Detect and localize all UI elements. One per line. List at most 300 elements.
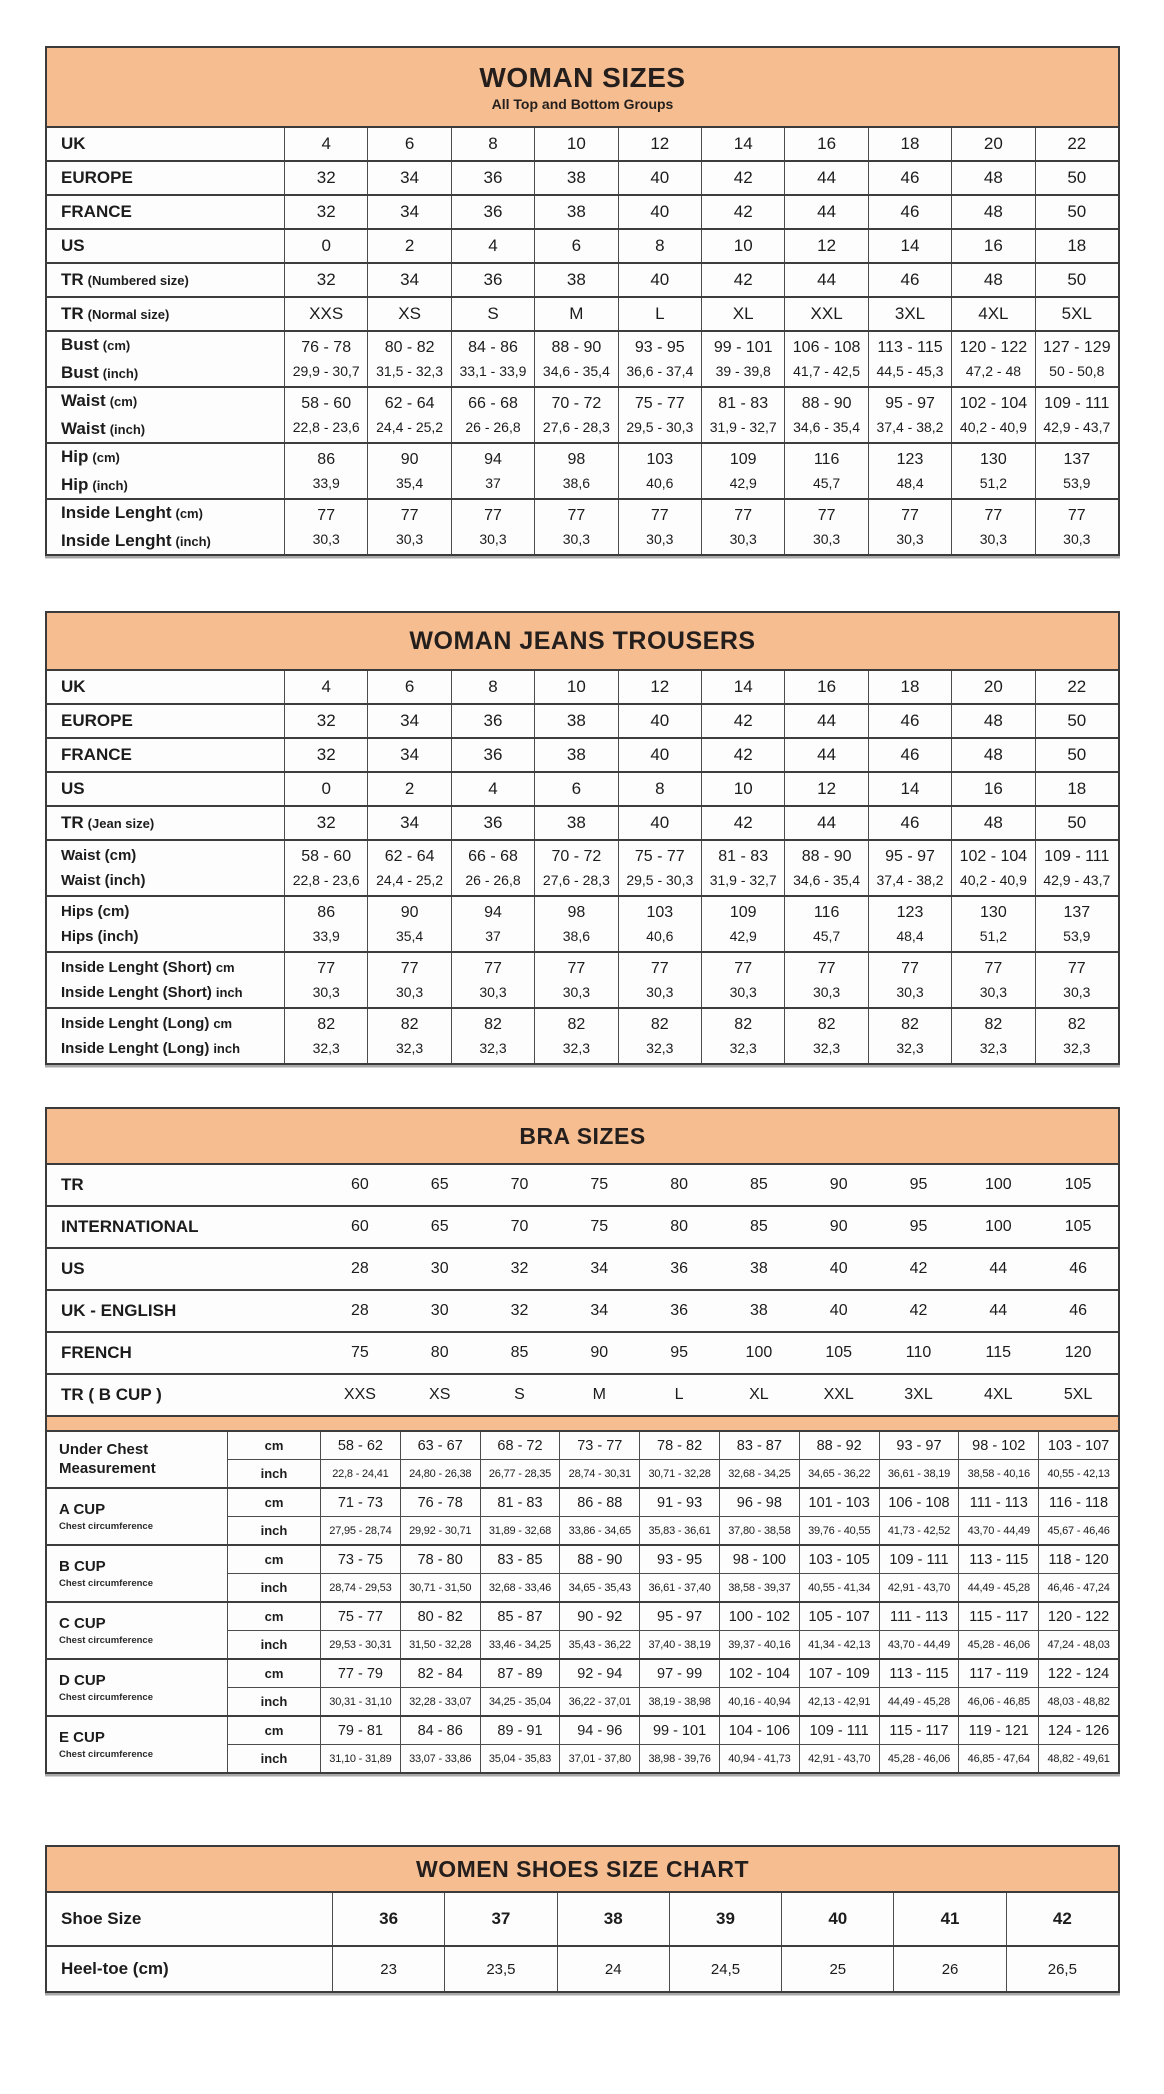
pair-cell [284,500,367,554]
measure-cell: 109 - 111 [879,1546,959,1573]
row-label-text: US [61,1259,85,1278]
value-bottom: 48,4 [896,928,924,944]
row-label-text: TR [61,1175,84,1194]
size-cell: 0 [284,773,367,805]
measure-cell: 104 - 106 [719,1717,799,1744]
measure-cell: 26,77 - 28,35 [480,1460,560,1487]
bra-cell: 70 [510,1176,529,1193]
pair-cell [618,841,701,895]
value-top: 77 [984,960,1003,977]
measure-cell: 89 - 91 [480,1717,560,1744]
measure-cell: 111 - 113 [879,1603,959,1630]
row-label-text: Hip [61,475,89,494]
row-label-text: TR [61,270,84,289]
value-top: 77 [650,960,669,977]
value-top: 88 - 90 [551,339,602,356]
value-bottom: 34,6 - 35,4 [793,419,861,435]
measure-cell: 22,8 - 24,41 [320,1460,400,1487]
size-cell: 40 [618,807,701,839]
size-cell: 16 [951,773,1034,805]
measure-cell: 106 - 108 [879,1489,959,1516]
row-label [47,444,284,498]
value-top: 113 - 115 [877,339,943,356]
value-bottom: 30,3 [479,984,507,1000]
pair-cell [618,332,701,386]
pair-cell [534,388,617,442]
table-title: WOMAN JEANS TROUSERS [409,626,756,655]
bra-cell: 30 [430,1260,449,1277]
measure-cell: 38,98 - 39,76 [639,1745,719,1772]
row-label [47,807,284,839]
table-subtitle: All Top and Bottom Groups [491,96,674,112]
measure-row [227,1603,1118,1630]
row-label-text: US [61,779,85,798]
pair-cell [284,444,367,498]
pair-cell [534,500,617,554]
measure-row [227,1717,1118,1744]
size-cell: 8 [451,128,534,160]
unit-label: cm [227,1660,320,1687]
size-cell: 46 [868,264,951,296]
row-label-text: Inside Lenght [61,531,172,550]
value-top: 70 - 72 [551,848,602,865]
row-label-text: Waist (inch) [61,872,146,889]
pair-row [47,1007,1118,1063]
value-bottom: 30,3 [1063,531,1091,547]
shoes-row [47,1893,1118,1945]
bra-cell: 105 [825,1344,853,1361]
row-label-note: (inch) [102,366,139,381]
size-row [47,194,1118,228]
row-label-note: (cm) [109,394,138,409]
bra-cell: 80 [670,1218,688,1235]
measure-cell: 32,68 - 34,25 [719,1460,799,1487]
size-cell: XXL [784,298,867,330]
woman-jeans-body [47,671,1118,1063]
size-cell: 38 [534,264,617,296]
value-top: 88 - 90 [801,395,852,412]
shoes-cell: 26 [893,1947,1005,1991]
pair-cell [951,897,1034,951]
bra-cell: 85 [750,1176,768,1193]
row-label-note: (cm) [175,506,203,521]
row-label-text: Inside Lenght (Long) [61,1015,210,1032]
unit-label: inch [227,1745,320,1772]
bra-cell: 38 [750,1302,768,1319]
size-cell: 40 [618,705,701,737]
pair-cell [534,841,617,895]
measure-cell: 102 - 104 [719,1660,799,1687]
measure-cell: 88 - 90 [559,1546,639,1573]
pair-cell [367,1009,450,1063]
value-bottom: 37 [485,475,501,491]
bra-cell: 4XL [984,1386,1013,1403]
measure-cell: 31,50 - 32,28 [400,1631,480,1658]
pair-cell [868,841,951,895]
value-bottom: 35,4 [395,928,424,944]
size-cell: 8 [618,230,701,262]
value-top: 102 - 104 [959,848,1028,865]
value-top: 130 [980,904,1007,921]
value-bottom: 30,3 [646,531,674,547]
unit-label: cm [227,1717,320,1744]
row-label-note: (cm) [102,338,131,353]
unit-label: inch [227,1688,320,1715]
size-cell: XS [367,298,450,330]
pair-cell [618,388,701,442]
shoes-cell: 41 [893,1893,1005,1945]
measure-row [227,1573,1118,1601]
row-label-bottom [61,872,284,889]
row-label-bottom [61,984,284,1001]
measure-cell: 38,58 - 40,16 [958,1460,1038,1487]
measure-cell: 45,67 - 46,46 [1038,1517,1118,1544]
bra-cell: 95 [909,1176,928,1193]
pair-cell [701,388,784,442]
pair-cell [534,1009,617,1063]
value-bottom: 31,9 - 32,7 [709,872,777,888]
size-cell: 36 [451,264,534,296]
size-row [47,771,1118,805]
size-cell: 50 [1035,162,1118,194]
bra-row [47,1373,1118,1415]
size-cell: 3XL [868,298,951,330]
pair-cell [367,444,450,498]
size-cell: 8 [618,773,701,805]
value-top: 82 [650,1016,669,1033]
bra-cell: 40 [829,1260,848,1277]
cup-label-sub: Chest circumference [59,1691,153,1703]
measure-cell: 100 - 102 [719,1603,799,1630]
row-label-note: (Numbered size) [87,272,189,288]
value-top: 77 [400,507,419,524]
value-top: 95 - 97 [885,395,935,412]
measure-cell: 93 - 95 [639,1546,719,1573]
size-cell: 48 [951,739,1034,771]
size-cell: 50 [1035,196,1118,228]
value-bottom: 30,3 [979,984,1008,1000]
measure-cell: 76 - 78 [400,1489,480,1516]
cup-group [47,1658,1118,1715]
value-top: 82 [317,1016,336,1033]
bra-cell: XL [749,1386,769,1403]
row-label-text: Bust [61,335,99,354]
value-bottom: 45,7 [812,475,841,491]
size-cell: 40 [618,196,701,228]
row-label-top [61,1015,284,1032]
measure-cell: 35,83 - 36,61 [639,1517,719,1544]
value-bottom: 22,8 - 23,6 [292,419,360,435]
size-cell: 14 [701,671,784,703]
row-label-text: Hip [61,447,89,466]
bra-cell: 100 [984,1218,1012,1235]
pair-cell [451,388,534,442]
size-row [47,262,1118,296]
size-cell: 32 [284,196,367,228]
size-cell: 10 [701,230,784,262]
value-bottom: 31,5 - 32,3 [376,363,444,379]
value-bottom: 30,3 [729,984,757,1000]
row-label [47,705,284,737]
cup-label [47,1717,227,1772]
value-bottom: 50 - 50,8 [1049,363,1105,379]
row-label-bottom [61,475,284,495]
bra-cell: 105 [1064,1218,1092,1235]
size-row [47,737,1118,771]
value-top: 81 - 83 [718,848,769,865]
cup-label [47,1432,227,1487]
size-cell: 50 [1035,807,1118,839]
size-cell: 32 [284,807,367,839]
size-cell: 10 [534,128,617,160]
accent-strip [47,1415,1118,1430]
bra-cell: 80 [670,1176,688,1193]
measure-cell: 45,28 - 46,06 [958,1631,1038,1658]
woman-sizes-body [47,128,1118,554]
measure-cell: 42,91 - 43,70 [799,1745,879,1772]
measure-cell: 122 - 124 [1038,1660,1118,1687]
measure-cell: 96 - 98 [719,1489,799,1516]
pair-cell [784,1009,867,1063]
bra-cell: 34 [590,1260,609,1277]
woman-sizes-table [45,46,1120,556]
measure-cell: 34,65 - 35,43 [559,1574,639,1601]
bra-cell: 105 [1064,1176,1092,1193]
size-cell: 22 [1035,128,1118,160]
value-bottom: 30,3 [896,984,924,1000]
pair-cell [451,332,534,386]
value-top: 88 - 90 [801,848,852,865]
measure-cell: 33,07 - 33,86 [400,1745,480,1772]
row-label [47,953,284,1007]
bra-cell: 46 [1069,1302,1087,1319]
measure-cell: 43,70 - 44,49 [879,1631,959,1658]
pair-row [47,498,1118,554]
size-cell: 10 [534,671,617,703]
measure-cell: 39,76 - 40,55 [799,1517,879,1544]
size-cell: 42 [701,807,784,839]
measure-cell: 38,19 - 38,98 [639,1688,719,1715]
measure-cell: 42,91 - 43,70 [879,1574,959,1601]
bra-cell: 42 [909,1260,928,1277]
value-top: 109 [729,451,757,468]
value-top: 86 [317,451,336,468]
pair-cell [451,1009,534,1063]
value-top: 77 [901,960,919,977]
size-cell: 4 [284,671,367,703]
bra-row [47,1205,1118,1247]
measure-cell: 45,28 - 46,06 [879,1745,959,1772]
bra-cell: 85 [510,1344,529,1361]
pair-cell [951,444,1034,498]
cup-label [47,1489,227,1544]
measure-cell: 28,74 - 30,31 [559,1460,639,1487]
pair-cell [868,897,951,951]
measure-cell: 124 - 126 [1038,1717,1118,1744]
measure-cell: 35,04 - 35,83 [480,1745,560,1772]
size-cell: 44 [784,162,867,194]
value-top: 116 [813,451,840,468]
pair-cell [1035,953,1118,1007]
value-top: 109 [729,904,757,921]
measure-cell: 105 - 107 [799,1603,879,1630]
value-top: 77 [317,507,336,524]
value-top: 123 [896,904,924,921]
value-top: 137 [1063,451,1091,468]
measure-cell: 84 - 86 [400,1717,480,1744]
measure-cell: 94 - 96 [559,1717,639,1744]
bra-cell: 32 [510,1260,529,1277]
row-label-note: inch [213,1041,241,1056]
measure-cell: 36,22 - 37,01 [559,1688,639,1715]
bra-cell: 75 [590,1176,609,1193]
pair-cell [1035,1009,1118,1063]
pair-cell [784,388,867,442]
value-bottom: 29,5 - 30,3 [626,419,694,435]
size-row [47,703,1118,737]
row-label-text: UK - ENGLISH [61,1301,177,1320]
value-top: 90 [400,451,419,468]
measure-cell: 37,01 - 37,80 [559,1745,639,1772]
measure-cell: 32,68 - 33,46 [480,1574,560,1601]
row-label-text: Inside Lenght (Long) [61,1040,210,1057]
size-cell: 16 [784,671,867,703]
cup-label-sub: Chest circumference [59,1748,153,1760]
measure-cell: 68 - 72 [480,1432,560,1459]
size-cell: 12 [784,230,867,262]
size-cell: 44 [784,196,867,228]
bra-cell: 46 [1069,1260,1087,1277]
value-bottom: 32,3 [812,1040,841,1056]
size-cell: 40 [618,162,701,194]
cup-label-text: E CUP [59,1729,105,1747]
measure-cell: 47,24 - 48,03 [1038,1631,1118,1658]
size-cell: 34 [367,807,450,839]
bra-cell: 36 [670,1302,688,1319]
measure-cell: 78 - 82 [639,1432,719,1459]
row-label-top [61,335,284,355]
measure-cell: 43,70 - 44,49 [958,1517,1038,1544]
pair-cell [701,500,784,554]
bra-cell: 34 [590,1302,609,1319]
pair-cell [367,388,450,442]
size-row [47,128,1118,160]
row-label-top [61,959,284,976]
pair-cell [618,444,701,498]
row-label-text: Waist [61,419,106,438]
value-bottom: 30,3 [312,531,340,547]
bra-cell: 75 [590,1218,609,1235]
table-title: BRA SIZES [519,1122,646,1149]
pair-cell [701,444,784,498]
shoes-cell: 40 [781,1893,893,1945]
table-title: WOMAN SIZES [479,62,686,93]
size-cell: 18 [1035,773,1118,805]
size-cell: 2 [367,773,450,805]
row-label [47,1207,320,1247]
size-row [47,160,1118,194]
value-bottom: 51,2 [979,928,1008,944]
cup-group-rows [227,1489,1118,1544]
bra-cell: 60 [351,1176,369,1193]
size-cell: 12 [618,671,701,703]
size-row [47,671,1118,703]
pair-cell [367,897,450,951]
size-cell: 20 [951,671,1034,703]
row-label-bottom [61,419,284,439]
size-cell: 42 [701,196,784,228]
pair-cell [367,841,450,895]
bra-cell: 90 [590,1344,609,1361]
measure-cell: 44,49 - 45,28 [879,1688,959,1715]
value-top: 62 - 64 [384,848,435,865]
bra-cell: 3XL [904,1386,933,1403]
value-top: 58 - 60 [301,848,352,865]
value-top: 75 - 77 [634,395,685,412]
cup-label-text: D CUP [59,1672,106,1690]
size-cell: 44 [784,739,867,771]
value-bottom: 38,6 [562,475,591,491]
value-bottom: 30,3 [562,984,591,1000]
bra-row [47,1247,1118,1289]
row-label-text: UK [61,134,86,153]
pair-cell [868,388,951,442]
row-label-bottom [61,531,284,551]
row-label-text: FRANCE [61,745,132,764]
measure-cell: 83 - 85 [480,1546,560,1573]
measure-cell: 117 - 119 [958,1660,1038,1687]
value-top: 77 [817,507,836,524]
size-cell: 32 [284,739,367,771]
pair-cell [284,1009,367,1063]
pair-cell [618,897,701,951]
size-cell: 50 [1035,739,1118,771]
value-bottom: 30,3 [812,531,841,547]
cup-label [47,1660,227,1715]
value-bottom: 37,4 - 38,2 [876,872,944,888]
cup-label-sub: Chest circumference [59,1577,153,1589]
value-top: 109 - 111 [1044,848,1110,865]
row-label [47,773,284,805]
row-label-note: (inch) [92,478,128,493]
value-bottom: 24,4 - 25,2 [376,872,444,888]
size-cell: 48 [951,162,1034,194]
bra-cell: 80 [430,1344,449,1361]
pair-cell [451,953,534,1007]
row-label-text: UK [61,677,86,696]
size-cell: 34 [367,162,450,194]
pair-cell [618,953,701,1007]
pair-cell [367,953,450,1007]
measure-cell: 75 - 77 [320,1603,400,1630]
pair-cell [1035,444,1118,498]
row-label-note: cm [213,1016,233,1031]
measure-cell: 98 - 100 [719,1546,799,1573]
size-cell: 36 [451,705,534,737]
measure-row [227,1660,1118,1687]
value-top: 77 [734,507,753,524]
value-top: 86 [317,904,336,921]
value-top: 77 [567,960,586,977]
measure-cell: 101 - 103 [799,1489,879,1516]
size-cell: 22 [1035,671,1118,703]
measure-cell: 36,61 - 37,40 [639,1574,719,1601]
measure-cell: 83 - 87 [719,1432,799,1459]
value-top: 103 [646,451,674,468]
measure-row [227,1744,1118,1772]
measure-cell: 87 - 89 [480,1660,560,1687]
cup-group-rows [227,1660,1118,1715]
